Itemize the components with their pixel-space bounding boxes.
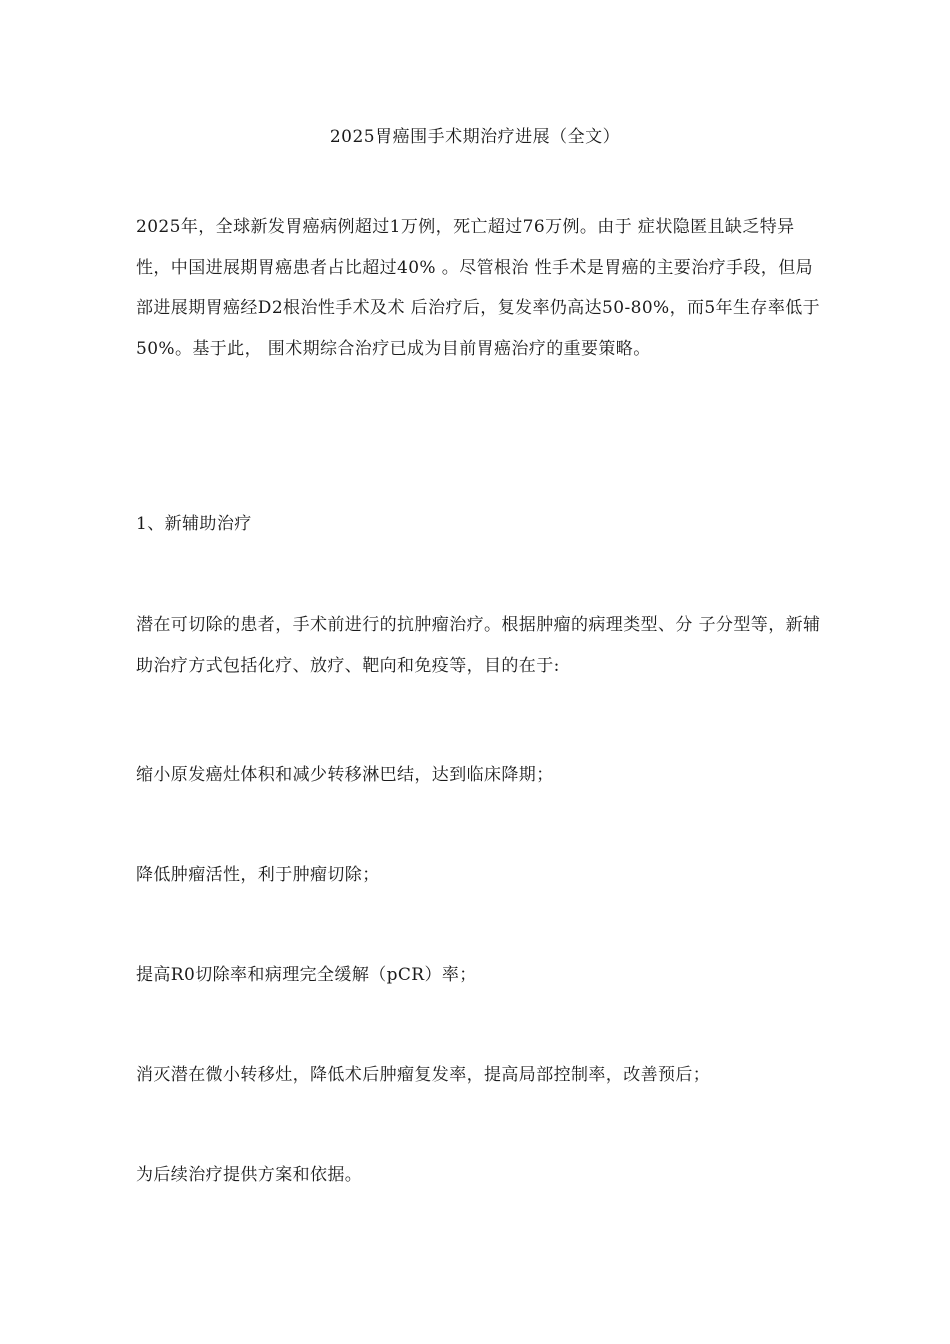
goal-item: 缩小原发癌灶体积和减少转移淋巴结，达到临床降期； (136, 765, 554, 785)
goal-item: 降低肿瘤活性，利于肿瘤切除； (136, 865, 380, 885)
goal-item: 消灭潜在微小转移灶，降低术后肿瘤复发率，提高局部控制率，改善预后； (136, 1065, 711, 1085)
goal-item: 为后续治疗提供方案和依据。 (136, 1165, 363, 1185)
intro-paragraph: 2025年，全球新发胃癌病例超过1万例，死亡超过76万例。由于 症状隐匿且缺乏特异性，中国进展期胃癌患者占比超过40% 。尽管根治 性手术是胃癌的主要治疗手段，但局部进展期胃癌经D2根治性手术及术 后治疗后，复发率仍高达50-80%，而5年生存率低于50%。基于此， 围术期综合治疗已成为目前胃癌治疗的重要策略。 (136, 217, 821, 359)
document-title: 2025胃癌围手术期治疗进展（全文） (329, 127, 621, 147)
neoadjuvant-intro-paragraph: 潜在可切除的患者，手术前进行的抗肿瘤治疗。根据肿瘤的病理类型、分 子分型等，新辅助治疗方式包括化疗、放疗、靶向和免疫等，目的在于: (136, 615, 821, 676)
goal-item: 提高R0切除率和病理完全缓解（pCR）率； (136, 965, 477, 985)
section-heading: 1、新辅助治疗 (136, 514, 252, 534)
